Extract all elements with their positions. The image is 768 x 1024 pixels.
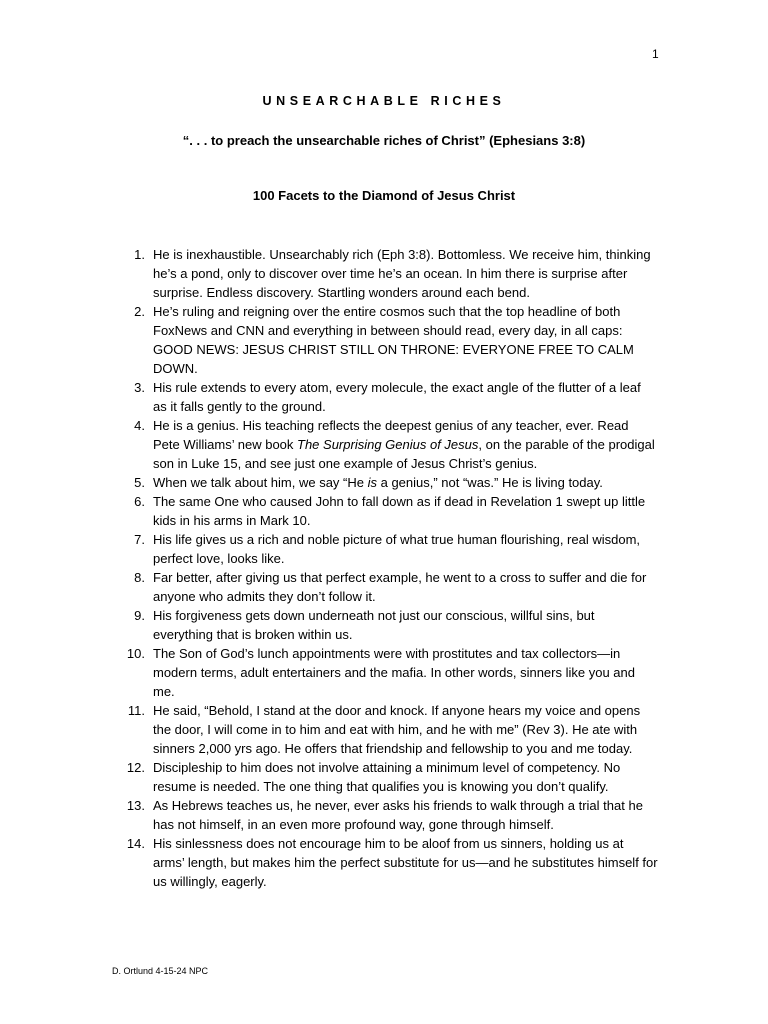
facet-text: Far better, after giving us that perfect example, he went to a cross to suffer and die for anyone who admits they don’t follow it. <box>153 570 647 604</box>
facet-item <box>127 701 658 758</box>
facet-number: 8. <box>134 570 145 585</box>
facet-item <box>126 644 658 701</box>
epigraph: “. . . to preach the unsearchable riches of Christ” (Ephesians 3:8) <box>182 133 586 148</box>
facet-item <box>134 245 658 302</box>
facet-text: Discipleship to him does not involve attaining a minimum level of competency. No resume is needed. The one thing that qualifies you is knowing you don’t qualify. <box>153 760 621 794</box>
facet-item <box>134 302 658 378</box>
facet-text: He’s ruling and reigning over the entire cosmos such that the top headline of both FoxNews and CNN and everything in between should read, every day, in all caps: GOOD NEWS: JESUS CHRIST STILL ON THRONE: EVERYONE FREE TO CALM DOWN. <box>153 304 634 376</box>
facet-item <box>134 473 658 492</box>
facet-number: 7. <box>134 532 145 547</box>
facet-text-italic: The Surprising Genius of Jesus <box>297 437 479 452</box>
facet-number: 1. <box>134 247 145 262</box>
facet-text: His forgiveness gets down underneath not just our conscious, willful sins, but everything that is broken within us. <box>153 608 595 642</box>
document-title: UNSEARCHABLE RICHES <box>262 94 506 108</box>
facet-text-before: When we talk about him, we say “He <box>153 475 368 490</box>
facet-number: 10. <box>126 646 145 661</box>
facet-number: 13. <box>126 798 145 813</box>
facet-item <box>134 492 658 530</box>
page-number: 1 <box>652 47 659 61</box>
facet-text: The same One who caused John to fall down as if dead in Revelation 1 swept up little kids in his arms in Mark 10. <box>153 494 646 528</box>
facet-number: 9. <box>134 608 145 623</box>
facet-text <box>153 418 655 471</box>
facet-number: 5. <box>134 475 145 490</box>
facet-text: As Hebrews teaches us, he never, ever asks his friends to walk through a trial that he has not himself, in an even more profound way, gone through himself. <box>153 798 643 832</box>
facet-text: He is inexhaustible. Unsearchably rich (Eph 3:8). Bottomless. We receive him, thinking he’s a pond, only to discover over time he’s an ocean. In him there is surprise after surprise. Endless discovery. Startling wonders around each bend. <box>153 247 651 300</box>
facet-text-after: , on the parable of the prodigal son in Luke 15, and see just one example of Jesus Christ’s genius. <box>153 437 655 471</box>
facet-number: 14. <box>126 836 145 851</box>
facet-text-before: He is a genius. His teaching reflects the deepest genius of any teacher, ever. Read Pete Williams’ new book <box>153 418 629 452</box>
facet-item <box>134 378 658 416</box>
facet-text: His sinlessness does not encourage him to be aloof from us sinners, holding us at arms’ length, but makes him the perfect substitute for us—and he substitutes himself for us willingly, eagerly. <box>153 836 658 889</box>
facet-item <box>126 834 658 891</box>
footer: D. Ortlund 4-15-24 NPC <box>112 966 209 976</box>
facet-number: 11. <box>127 703 145 718</box>
facet-number: 2. <box>134 304 145 319</box>
facet-number: 4. <box>134 418 145 433</box>
facets-list <box>126 245 658 891</box>
facet-text: He said, “Behold, I stand at the door and knock. If anyone hears my voice and opens the door, I will come in to him and eat with him, and he with me” (Rev 3). He ate with sinners 2,000 yrs ago. He offers that friendship and fellowship to you and me today. <box>153 703 641 756</box>
facet-number: 3. <box>134 380 145 395</box>
facet-number: 6. <box>134 494 145 509</box>
facet-item <box>134 568 658 606</box>
facet-item <box>134 530 658 568</box>
facet-text: His life gives us a rich and noble picture of what true human flourishing, real wisdom, perfect love, looks like. <box>153 532 641 566</box>
facet-text <box>153 475 603 490</box>
facet-text-after: a genius,” not “was.” He is living today. <box>376 475 603 490</box>
subtitle: 100 Facets to the Diamond of Jesus Christ <box>252 188 516 203</box>
facet-item <box>126 758 658 796</box>
facet-item <box>134 416 658 473</box>
facet-text: His rule extends to every atom, every molecule, the exact angle of the flutter of a leaf as it falls gently to the ground. <box>153 380 641 414</box>
facet-number: 12. <box>126 760 145 775</box>
facet-text: The Son of God’s lunch appointments were with prostitutes and tax collectors—in modern terms, adult entertainers and the mafia. In other words, sinners like you and me. <box>153 646 635 699</box>
facet-item <box>126 796 658 834</box>
facet-item <box>134 606 658 644</box>
facet-text-italic: is <box>367 475 377 490</box>
